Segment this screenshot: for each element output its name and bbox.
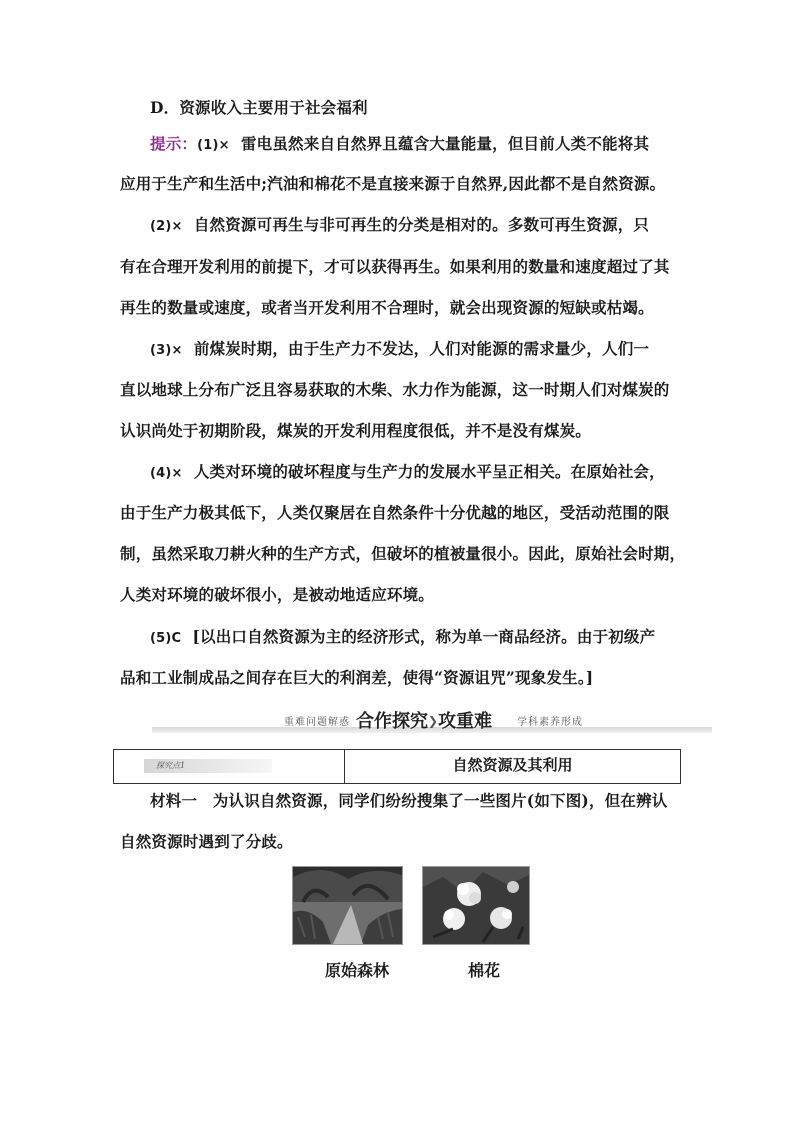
hint-3-text-1: 前煤炭时期，由于生产力不发达，人们对能源的需求量少，人们一 [193, 339, 650, 358]
banner-title [356, 707, 492, 733]
banner-title-main: 合作探究 [356, 711, 428, 732]
inquiry-tag: 探究点1 [144, 759, 272, 773]
cotton-image [423, 867, 529, 944]
hint-2-line-2: 有在合理开发利用的前提下，才可以获得再生。如果利用的数量和速度超过了其 [120, 257, 670, 276]
hint-4-text-1: 人类对环境的破坏程度与生产力的发展水平呈正相关。在原始社会， [193, 462, 665, 481]
hint-1-line-1 [150, 133, 705, 157]
hint-3-mark: (3)× [150, 343, 183, 358]
hint-1-line-2: 应用于生产和生活中;汽油和棉花不是直接来源于自然界,因此都不是自然资源。 [120, 174, 666, 193]
hint-4-line-4: 人类对环境的破坏很小，是被动地适应环境。 [120, 585, 435, 604]
section-banner [152, 705, 712, 735]
hint-3-line-2: 直以地球上分布广泛且容易获取的木柴、水力作为能源，这一时期人们对煤炭的 [120, 380, 670, 399]
hint-5-mark: (5)C [150, 631, 182, 646]
hint-2-line-1 [150, 214, 705, 238]
banner-arrow-icon: ❯ [428, 714, 439, 728]
hint-2-text-1: 自然资源可再生与非可再生的分类是相对的。多数可再生资源，只 [193, 215, 650, 234]
hint-4-mark: (4)× [150, 466, 183, 481]
material-line-1: 材料一 为认识自然资源，同学们纷纷搜集了一些图片(如下图)，但在辨认 [150, 791, 668, 810]
hint-5-line-2: 品和工业制成品之间存在巨大的利润差，使得“资源诅咒”现象发生。] [120, 668, 594, 687]
inquiry-tag-cell [114, 750, 345, 783]
cotton-photo [422, 866, 530, 945]
hint-4-line-1 [150, 461, 705, 485]
hint-3-line-1 [150, 338, 705, 362]
option-d: D．资源收入主要用于社会福利 [150, 98, 368, 117]
hint-5-line-1 [150, 626, 705, 650]
hint-1-text-1: 雷电虽然来自自然界且蕴含大量能量，但目前人类不能将其 [240, 134, 650, 153]
banner-subtitle-right: 学科素养形成 [517, 717, 583, 728]
hint-5-text-1: [以出口自然资源为主的经济形式，称为单一商品经济。由于初级产 [192, 627, 656, 646]
hint-2-mark: (2)× [150, 219, 183, 234]
forest-caption: 原始森林 [325, 961, 390, 980]
banner-subtitle-left: 重难问题解惑 [284, 717, 350, 728]
cotton-caption: 棉花 [468, 961, 501, 980]
inquiry-title: 自然资源及其利用 [452, 756, 573, 774]
hint-1-mark: (1)× [197, 138, 230, 153]
material-line-2: 自然资源时遇到了分歧。 [120, 832, 293, 851]
forest-photo [292, 866, 403, 945]
hint-label: 提示： [150, 134, 198, 153]
hint-4-line-3: 制，虽然采取刀耕火种的生产方式，但破坏的植被量很小。因此，原始社会时期， [120, 544, 686, 563]
hint-2-line-3: 再生的数量或速度，或者当开发利用不合理时，就会出现资源的短缺或枯竭。 [120, 298, 654, 317]
inquiry-box [113, 749, 681, 784]
forest-image [293, 867, 402, 944]
hint-3-line-3: 认识尚处于初期阶段，煤炭的开发利用程度很低，并不是没有煤炭。 [120, 421, 592, 440]
banner-title-sub: 攻重难 [438, 711, 493, 732]
hint-4-line-2: 由于生产力极其低下，人类仅聚居在自然条件十分优越的地区，受活动范围的限 [120, 503, 670, 522]
